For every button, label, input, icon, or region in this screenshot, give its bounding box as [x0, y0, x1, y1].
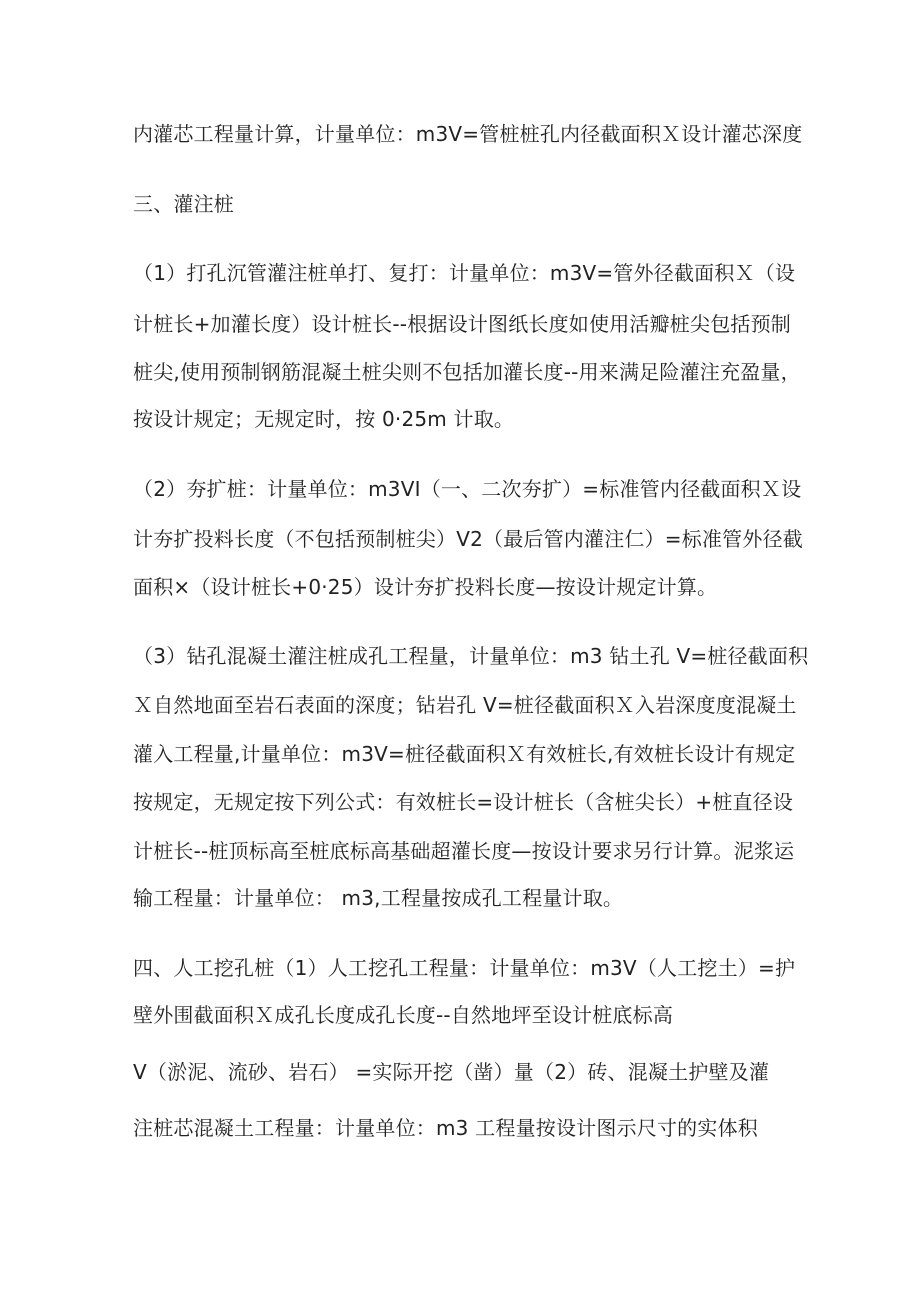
- text-line: Ｘ自然地面至岩石表面的深度；钻岩孔 V=桩径截面积Ｘ入岩深度度混凝土: [133, 693, 797, 717]
- text-line: （2）夯扩桩：计量单位：m3VI（一、二次夯扩）=标准管内径截面积Ｘ设: [133, 477, 802, 501]
- text-line: 注桩芯混凝土工程量：计量单位：m3 工程量按设计图示尺寸的实体积: [133, 1116, 758, 1140]
- text-line: 计夯扩投料长度（不包括预制桩尖）V2（最后管内灌注仁）=标准管外径截: [133, 527, 803, 551]
- text-line: 按设计规定；无规定时，按 0·25m 计取。: [133, 407, 515, 431]
- text-line: 桩尖,使用预制钢筋混凝土桩尖则不包括加灌长度--用来满足险灌注充盈量，: [133, 360, 801, 384]
- text-line: V（淤泥、流砂、岩石） =实际开挖（凿）量（2）砖、混凝土护壁及灌: [133, 1060, 770, 1084]
- text-line: 计桩长--桩顶标高至桩底标高基础超灌长度—按设计要求另行计算。泥浆运: [133, 839, 795, 863]
- text-line: 计桩长+加灌长度）设计桩长--根据设计图纸长度如使用活瓣桩尖包括预制: [133, 312, 791, 336]
- text-line: （3）钻孔混凝土灌注桩成孔工程量，计量单位：m3 钻土孔 V=桩径截面积: [133, 644, 809, 668]
- text-line: 灌入工程量,计量单位：m3V=桩径截面积Ｘ有效桩长,有效桩长设计有规定: [133, 742, 796, 766]
- text-line: （1）打孔沉管灌注桩单打、复打：计量单位：m3V=管外径截面积Ｘ（设: [133, 261, 796, 285]
- text-line: 输工程量：计量单位： m3,工程量按成孔工程量计取。: [133, 886, 624, 910]
- text-line: 面积×（设计桩长+0·25）设计夯扩投料长度—按设计规定计算。: [133, 575, 718, 599]
- section-heading: 三、灌注桩: [133, 192, 234, 216]
- text-line: 按规定，无规定按下列公式：有效桩长=设计桩长（含桩尖长）+桩直径设: [133, 790, 794, 814]
- text-line: 内灌芯工程量计算，计量单位：m3V=管桩桩孔内径截面积Ｘ设计灌芯深度: [133, 122, 803, 146]
- text-line: 壁外围截面积Ｘ成孔长度成孔长度--自然地坪至设计桩底标高: [133, 1003, 674, 1027]
- section-heading: 四、人工挖孔桩（1）人工挖孔工程量：计量单位：m3V（人工挖土）=护: [133, 956, 796, 980]
